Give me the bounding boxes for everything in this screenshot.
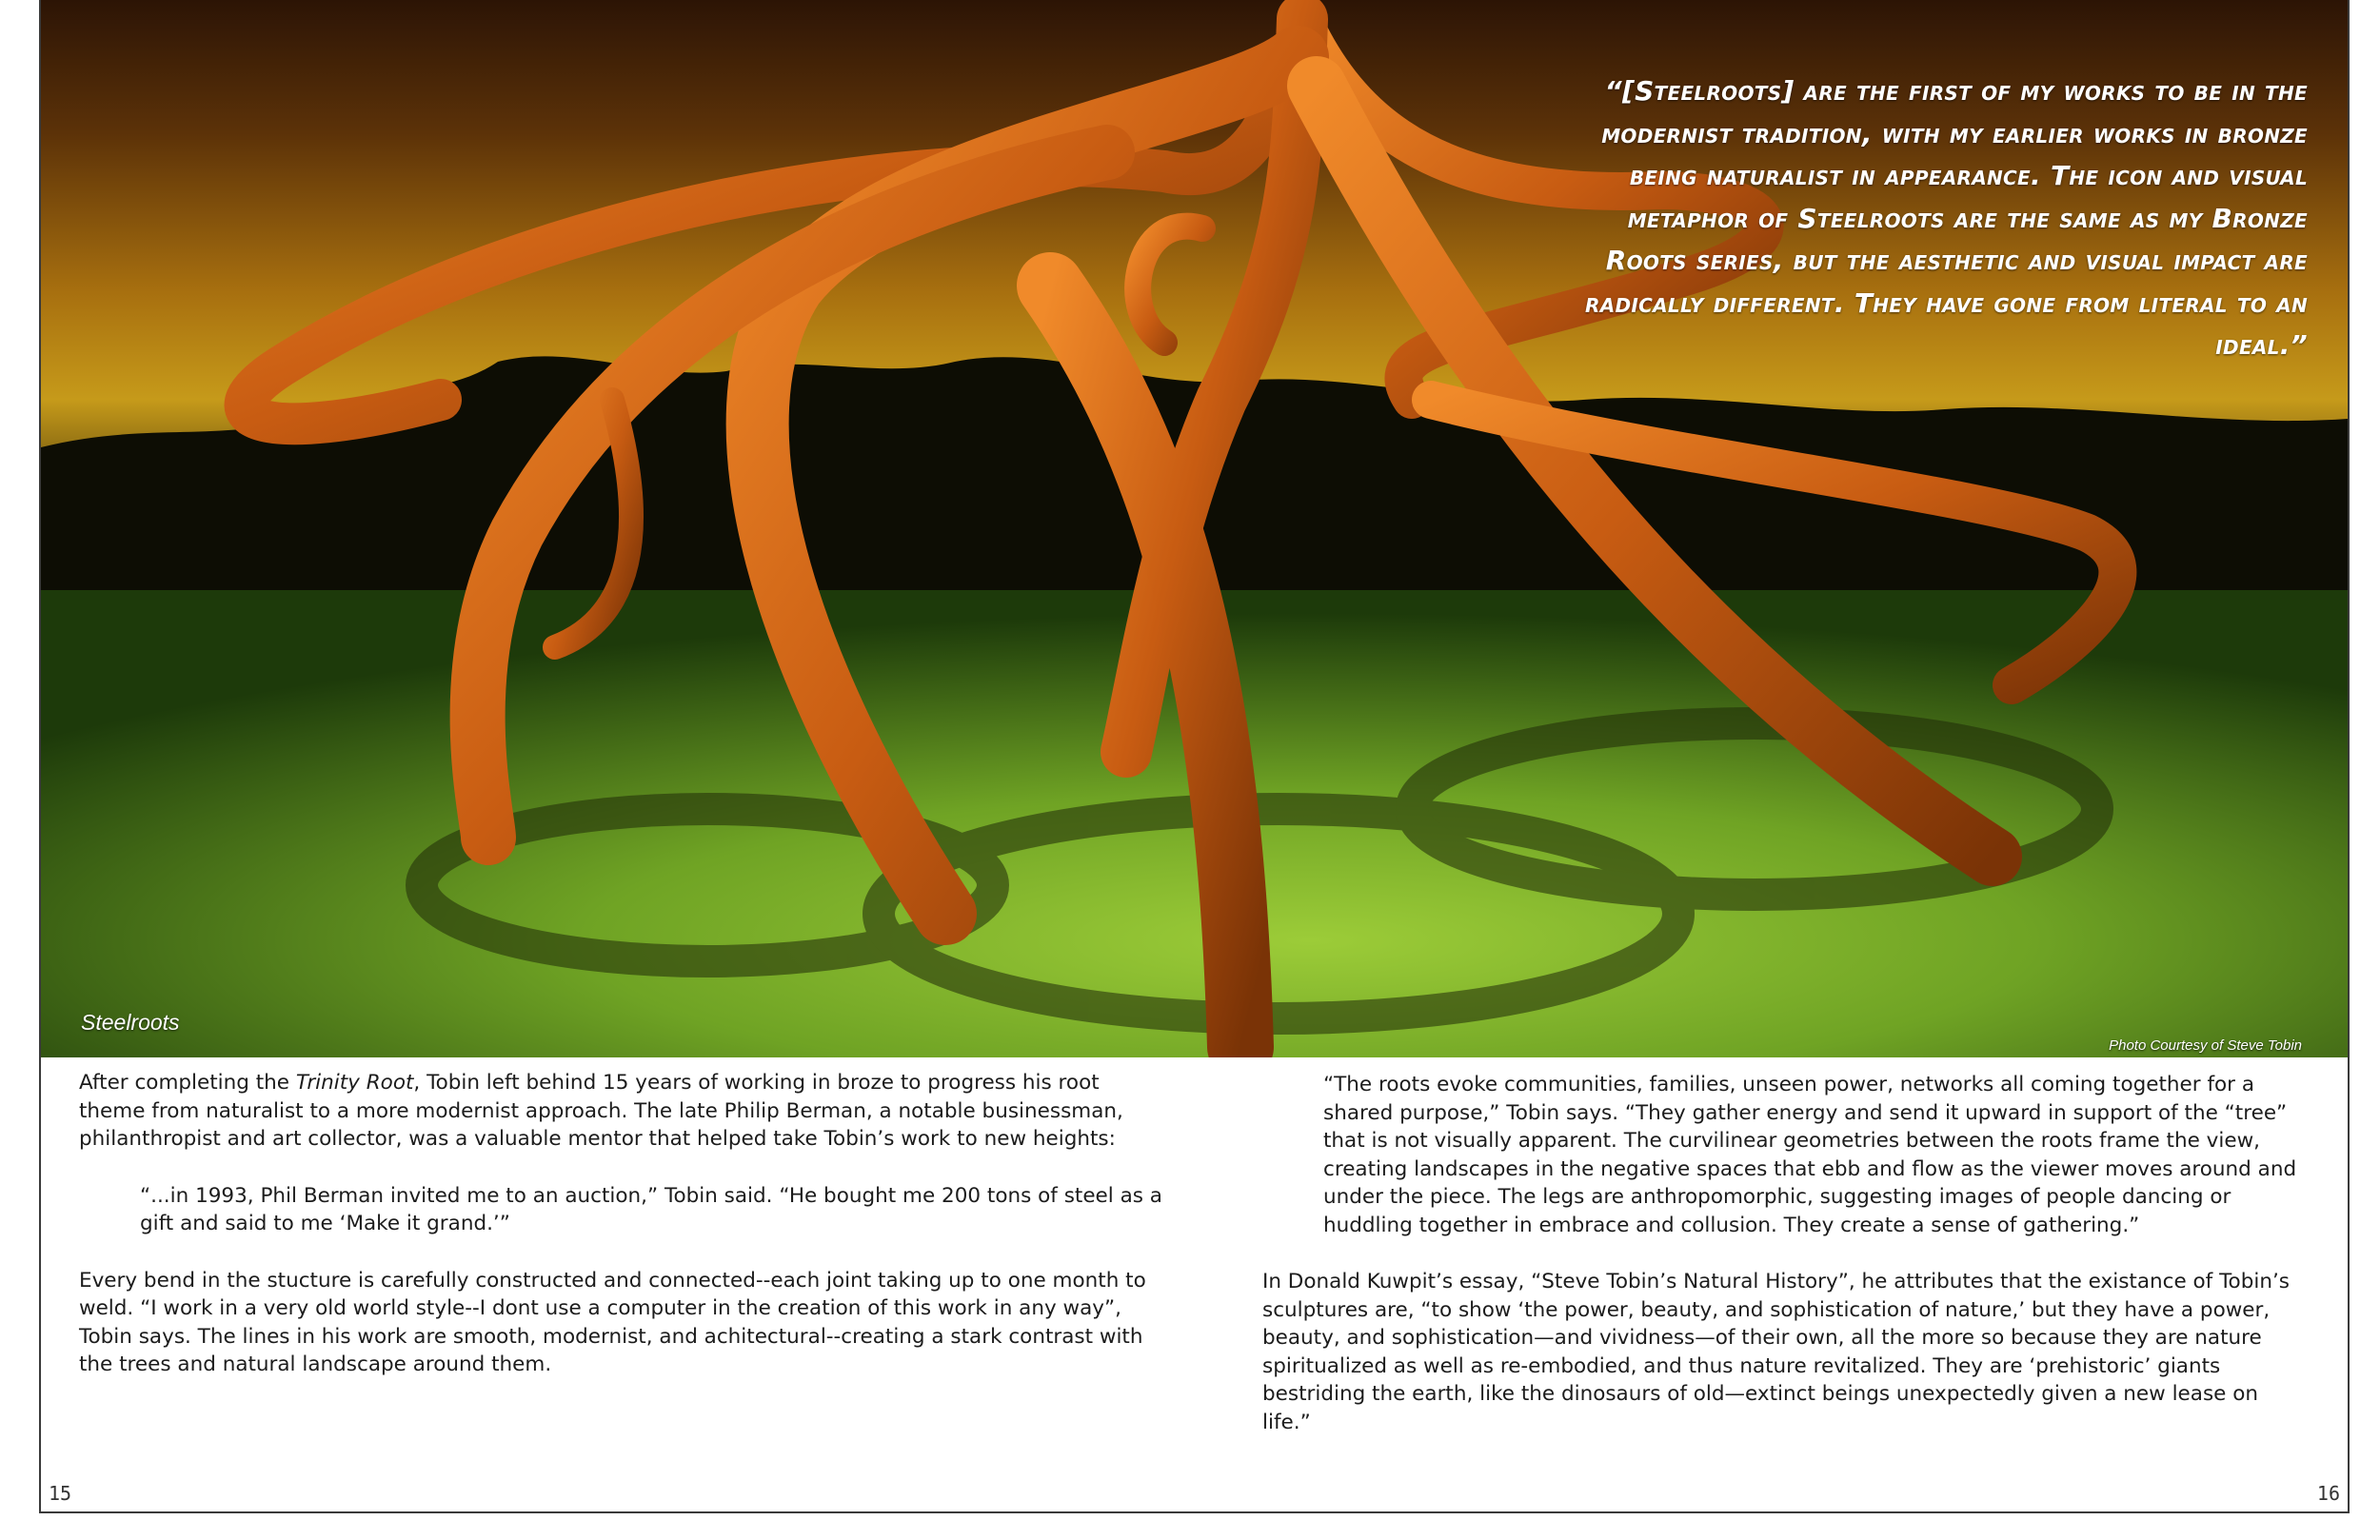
artwork-title: Trinity Root <box>295 1071 414 1095</box>
page-number-right: 16 <box>2316 1482 2340 1505</box>
photo-caption: Steelroots <box>81 1010 180 1035</box>
pull-quote: “[Steelroots] are the first of my works to be in the modernist tradition, with my earlier works in bronze being naturalist in appearance. The icon and visual metaphor of Steelroots are the same as my Bronze Roots series, but the aesthetic and visual impact are radically different. They have gone from literal to an ideal.” <box>1585 75 2308 361</box>
intro-paragraph: After completing the Trinity Root, Tobin left behind 15 years of working in broze to progress his root theme from naturalist to a more modernist approach. The late Philip Berman, a notable businessman, philanthropist and art collector, was a valuable mentor that helped take Tobin’s work to new heights: <box>79 1071 1123 1151</box>
magazine-spread <box>39 0 2350 1513</box>
page-number-left: 15 <box>49 1482 72 1505</box>
steelroots-photo <box>41 0 2348 1057</box>
roots-quote: “The roots evoke communities, families, unseen power, networks all coming together for a shared purpose,” Tobin says. “They gather energy and send it upward in support of the “tree” that is not visually apparent. The curvilinear geometries between the roots frame the view, creating landscapes in the negative spaces that ebb and flow as the viewer moves around and under the piece. The legs are anthropomorphic, suggesting images of people dancing or huddling together in embrace and collusion. They create a sense of gathering.” <box>1323 1073 2297 1237</box>
left-column <box>79 1069 1164 1379</box>
kuspit-paragraph: In Donald Kuwpit’s essay, “Steve Tobin’s Natural History”, he attributes that the existance of Tobin’s sculptures are, “to show ‘the power, beauty, and sophistication of nature,’ but they have a power, beauty, and sophistication—and vividness—of their own, all the more so because they are nature spiritualized as well as re-embodied, and thus nature revitalized. They are ‘prehistoric’ giants bestriding the earth, like the dinosaurs of old—extinct beings unexpectedly given a new lease on life.” <box>1262 1270 2290 1434</box>
right-column <box>1262 1071 2310 1436</box>
photo-credit: Photo Courtesy of Steve Tobin <box>2109 1037 2302 1054</box>
berman-quote: “...in 1993, Phil Berman invited me to an auction,” Tobin said. “He bought me 200 tons of steel as a gift and said to me ‘Make it grand.’” <box>140 1183 1162 1235</box>
construction-paragraph: Every bend in the stucture is carefully constructed and connected--each joint taking up to one month to weld. “I work in a very old world style--I dont use a computer in the creation of this work in any way”, Tobin says. The lines in his work are smooth, modernist, and achitectural--creating a stark contrast with the trees and natural landscape around them. <box>79 1268 1146 1376</box>
